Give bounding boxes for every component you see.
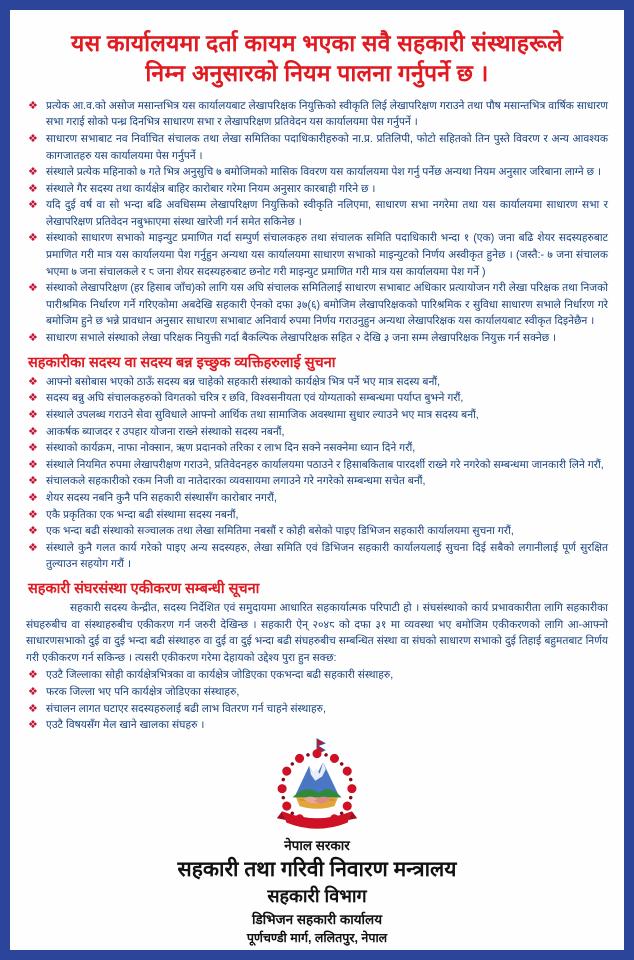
diamond-bullet-icon: ❖ [28,442,38,455]
diamond-bullet-icon: ❖ [28,199,38,212]
diamond-bullet-icon: ❖ [28,491,38,504]
footer-government-name: नेपाल सरकार [284,837,350,853]
list-item [26,424,608,441]
list-item-text: एउटै जिल्लाका सोही कार्यक्षेत्रभित्रका वा कार्यक्षेत्र जोडिएका एकभन्दा बढी सहकारी संस्थाहरु, [46,669,394,682]
list-item-text: शेयर सदस्य नबनि कुनै पनि सहकारी संस्थासँग कारोबार नगरौं, [46,491,277,504]
list-item [26,374,608,391]
diamond-bullet-icon: ❖ [28,282,38,295]
diamond-bullet-icon: ❖ [28,332,38,345]
list-item [26,164,608,181]
list-item [26,717,608,734]
diamond-bullet-icon: ❖ [28,458,38,471]
list-item-text: संस्थाको लेखापरिक्षण (हर हिसाब जाँच)को लागि यस अघि संचालक समितिलाई साधारण सभाबाट अधिकार प्रत्यायोजन गरी लेखा परिक्षक तथा निजको पारीश्रमिक निर्धारण गर्ने गरिएकोमा अबदेखि सहकारी ऐनको दफा ३७(६) बमोजिम लेखापरिक्षकको पारिश्रमिक र सुविधा साधारण सभाले निर्धारण गरे बमोजिम हुने छ भन्ने प्रावधान अनुसार साधारण सभाबाट अनिवार्य रुपमा निर्णय गराउनुहुन अन्यथा लेखापरिक्षक यस कार्यालयबाट स्वीकृत दिइनेछैन । [46,282,608,328]
list-item [26,390,608,407]
list-item [26,131,608,164]
list-item-text: संस्थाले गैर सदस्य तथा कार्यक्षेत्र बाहिर कारोबार गरेमा नियम अनुसार कारबाही गरिने छ । [46,182,376,195]
footer-department-name: सहकारी विभाग [267,885,367,906]
list-item-text: आकर्षक ब्याजदर र उपहार योजना राख्ने संस्थाको सदस्य नबनौं, [46,425,285,438]
page-title [36,28,598,89]
list-item-text: संचालन लागत घटाएर सदस्यहरुलाई बढी लाभ वितरण गर्न चाहने संस्थाहरु, [46,702,326,715]
diamond-bullet-icon: ❖ [28,132,38,145]
rules-list [26,98,608,347]
merger-criteria-list [26,667,608,733]
list-item-text: संस्थाले प्रत्येक महिनाको ७ गते भित्र अनुसुचि ७ बमोजिमको मासिक विवरण यस कार्यालयमा पेश गर्नु पर्नेछ अन्यथा नियम अनुसार जरिबाना लाग्ने छ । [46,166,601,179]
list-item-text: यदि दुई वर्ष वा सो भन्दा बढि अवधिसम्म लेखापरिक्षण नियुक्तिको स्वीकृति नलिएमा, साधारण सभा नगरेमा तथा यस कार्यालयमा साधारण सभा र लेखापरिक्षण प्रतिवेदन नबुझाएमा संस्था खारेजी गर्न समेत सकिनेछ । [46,199,608,228]
list-item-text: एउटै विषयसँग मेल खाने खालका संघहरु । [46,719,205,732]
list-item-text: साधारण सभाले संस्थाको लेखा परिक्षक नियुक्ती गर्दा बैकल्पिक लेखापरिक्षक सहित २ देखि ३ जना सम्म लेखापरिक्षक नियुक्त गर्न सक्नेछ । [46,332,557,345]
list-item-text: संचालकले सहकारीको रकम निजी वा नातेदारका व्यवसायमा लगाउने गरे नगरेको सम्बन्धमा सचेत बनौं, [46,475,426,488]
list-item [26,523,608,540]
list-item-text: संस्थाको कार्यक्रम, नाफा नोक्सान, ऋण प्रदानको तरिका र लाभ दिन सक्ने नसक्नेमा ध्यान दिने गरौं, [46,442,416,455]
list-item-text: संस्थाले उपलब्ध गराउने सेवा सुविधाले आफ्नो आर्थिक तथा सामाजिक अवस्थामा सुधार ल्याउने भए मात्र सदस्य बनौं, [46,408,479,421]
diamond-bullet-icon: ❖ [28,392,38,405]
list-item [26,407,608,424]
list-item [26,440,608,457]
diamond-bullet-icon: ❖ [28,669,38,682]
diamond-bullet-icon: ❖ [28,525,38,538]
list-item [26,457,608,474]
diamond-bullet-icon: ❖ [28,425,38,438]
list-item-text: एकै प्रकृतिका एक भन्दा बढी संस्थामा सदस्य नबनौं, [46,508,239,521]
list-item-text: संस्थाले नियमित रुपमा लेखापरीक्षण गराउने, प्रतिवेदनहरु कार्यालयमा पठाउने र हिसाबकिताब पारदर्शी राख्ने गरे नगरेको सम्बन्धमा जानकारी लिने गरौं, [46,458,604,471]
list-item [26,181,608,198]
diamond-bullet-icon: ❖ [28,475,38,488]
section-heading-membership: सहकारीका सदस्य वा सदस्य बन्न इच्छुक व्यक्तिहरुलाई सुचना [28,354,336,371]
list-item [26,197,608,230]
diamond-bullet-icon: ❖ [28,375,38,388]
page-title-line2: निम्न अनुसारको नियम पालना गर्नुपर्ने छ । [145,60,489,87]
merger-paragraph: सहकारी सदस्य केन्द्रीत, सदस्य निर्देशित एवं समुदायमा आधारित सहकार्यात्मक परिपाटी हो । संघसंस्थाको कार्य प्रभावकारीता लागि सहकारीका संघहरुबीच वा संस्थाहरुबीच एकीकरण गर्न जरुरी देखिन्छ । सहकारी ऐन् २०४८ को दफा ३१ मा व्यवस्था भए बमोजिम एकीकरणको लागि आ-आफ्नो साधारणसभाको दुई वा दुई भन्दा बढी संस्थाहरु वा दुई वा दुई भन्दा बढी संघहरुबीच सम्बन्धित संस्था वा संघको साधारण सभाको दुई तिहाई बहुमतबाट निर्णय गरी एकीकरण गर्न सकिन्छ । त्यसरी एकीकरण गरेमा देहायको उद्देश्य पुरा हुन सक्छ: [26,602,608,664]
diamond-bullet-icon: ❖ [28,408,38,421]
footer-address: पूर्णचण्डी मार्ग, ललितपुर, नेपाल [246,930,388,945]
diamond-bullet-icon: ❖ [28,702,38,715]
list-item [26,230,608,280]
diamond-bullet-icon: ❖ [28,541,38,554]
list-item [26,667,608,684]
footer [26,738,608,946]
diamond-bullet-icon: ❖ [28,232,38,245]
list-item [26,473,608,490]
nepal-government-emblem-icon [271,738,363,834]
list-item [26,507,608,524]
list-item [26,490,608,507]
footer-office-name: डिभिजन सहकारी कार्यालय [251,911,383,927]
list-item-text: आफ्नो बसोबास भएको ठाऊँ सदस्य बन्न चाहेको सहकारी संस्थाको कार्यक्षेत्र भित्र पर्ने भए मात्र सदस्य बनौं, [46,375,441,388]
list-item [26,280,608,330]
membership-advice-list [26,374,608,573]
list-item-text: संस्थाको साधारण सभाको माइन्युट प्रमाणित गर्दा सम्पुर्ण संचालकहरु तथा संचालक समिति पदाधिकारी भन्दा १ (एक) जना बढि शेयर सदस्यहरुबाट प्रमाणित गरी मात्र यस कार्यालयमा पेश गर्नुहुन अन्यथा यस कार्यालयमा साधारण सभाको माइन्युटको निर्णय अस्वीकृत हुनेछ । (जस्तै:- ७ जना संचालक भएमा ७ जना संचालकले र ८ जना शेयर सदस्यहरुबाट छनोट गरी माइन्युट प्रमाणित गरी मात्र यस कार्यालयमा पेश गर्ने ) [46,232,608,278]
page-title-line1: यस कार्यालयमा दर्ता कायम भएका सवै सहकारी संस्थाहरूले [71,30,563,56]
list-item-text: संस्थाले कुनै गलत कार्य गरेको पाइए अन्य सदस्यहरु, लेखा समिति एवं डिभिजन सहकारी कार्यालयलाई सुचना दिई सबैको लगानीलाई पूर्ण सुरक्षित तुल्याउन सहयोग गरौं । [46,541,608,571]
section-heading-merger: सहकारी संघरसंस्था एकीकरण सम्बन्धी सूचना [28,580,260,597]
diamond-bullet-icon: ❖ [28,719,38,732]
list-item [26,540,608,573]
list-item [26,98,608,131]
diamond-bullet-icon: ❖ [28,99,38,112]
list-item-text: प्रत्येक आ.व.को असोज मसान्तभित्र यस कार्यालयबाट लेखापरिक्षक नियुक्तिको स्वीकृति लिई लेखापरिक्षण गराउने तथा पौष मसान्तभित्र वार्षिक साधारण सभा गराई सोको पन्ध्र दिनभित्र साधारण सभा र लेखापरिक्षण प्रतिवेदन यस कार्यालयमा पेस गर्नुपर्ने । [46,99,608,129]
list-item [26,330,608,347]
diamond-bullet-icon: ❖ [28,182,38,195]
list-item [26,701,608,718]
footer-ministry-name: सहकारी तथा गरिवी निवारण मन्त्रालय [177,857,457,881]
diamond-bullet-icon: ❖ [28,685,38,698]
diamond-bullet-icon: ❖ [28,166,38,179]
list-item-text: साधारण सभाबाट नव निर्वाचित संचालक तथा लेखा समितिका पदाधिकारीहरुको ना.प्र. प्रतिलिपी, फोटो सहितको तिन पुस्ते विवरण र अन्य आवश्यक कागजातहरु यस कार्यालयमा पेस गर्नुपर्ने । [46,132,608,162]
list-item-text: फरक जिल्ला भए पनि कार्यक्षेत्र जोडिएका संस्थाहरु, [46,685,240,698]
list-item-text: एक भन्दा बढी संस्थाको सञ्चालक तथा लेखा समितिमा नबसौं र कोही बसेको पाइए डिभिजन सहकारी कार्यालयमा सुचना गरौं, [46,525,514,538]
list-item [26,684,608,701]
list-item-text: सदस्य बन्नु अघि संचालकहरुको विगतको चरित्र र छवि, विश्वसनीयता एवं योग्यताको सम्बन्धमा पर्याप्त बुझ्ने गरौं, [46,392,464,405]
diamond-bullet-icon: ❖ [28,508,38,521]
